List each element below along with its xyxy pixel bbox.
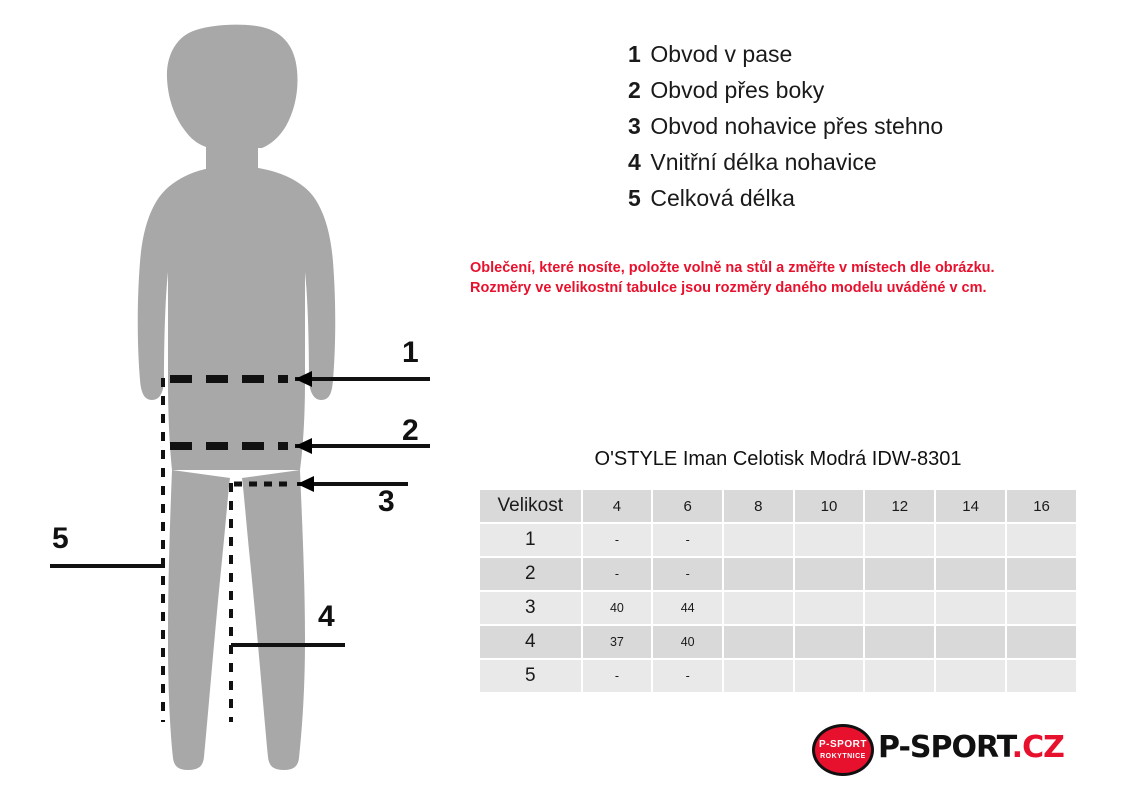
callout-1: 1 [402, 336, 419, 369]
cell: - [653, 660, 722, 692]
cell: - [653, 524, 722, 556]
column-header-3: 10 [795, 490, 864, 522]
legend-label: Celková délka [650, 185, 795, 211]
cell: 40 [653, 626, 722, 658]
table-corner-header: Velikost [480, 490, 581, 522]
table-row [480, 524, 1076, 556]
legend-item [628, 36, 1098, 72]
column-header-0: 4 [583, 490, 652, 522]
callout-5: 5 [52, 522, 69, 555]
cell [724, 524, 793, 556]
cell [795, 558, 864, 590]
logo-badge-line-2: ROKYTNICE [820, 753, 866, 760]
measuring-instructions [470, 258, 1100, 298]
logo-tld: .CZ [1011, 730, 1064, 765]
legend-number: 4 [628, 149, 641, 175]
legend-item [628, 108, 1098, 144]
row-label: 2 [480, 558, 581, 590]
cell: - [653, 558, 722, 590]
column-header-1: 6 [653, 490, 722, 522]
table-header-row [480, 490, 1076, 522]
callout-4: 4 [318, 600, 335, 633]
cell: - [583, 558, 652, 590]
callout-3: 3 [378, 485, 395, 518]
cell [936, 592, 1005, 624]
legend-item [628, 144, 1098, 180]
cell [795, 524, 864, 556]
cell: 37 [583, 626, 652, 658]
cell [936, 558, 1005, 590]
legend-list [628, 36, 1098, 216]
cell [865, 558, 934, 590]
legend-number: 1 [628, 41, 641, 67]
cell [936, 524, 1005, 556]
legend-label: Obvod nohavice přes stehno [650, 113, 944, 139]
column-header-6: 16 [1007, 490, 1076, 522]
cell [936, 660, 1005, 692]
column-header-5: 14 [936, 490, 1005, 522]
row-label: 5 [480, 660, 581, 692]
table-title: O'STYLE Iman Celotisk Modrá IDW-8301 [594, 448, 962, 470]
cell [1007, 626, 1076, 658]
row-label: 4 [480, 626, 581, 658]
cell [795, 626, 864, 658]
logo-name: P-SPORT [878, 730, 1012, 765]
cell [1007, 592, 1076, 624]
logo-badge-line-1: P-SPORT [819, 739, 867, 750]
legend-item [628, 72, 1098, 108]
table-row [480, 592, 1076, 624]
cell: - [583, 660, 652, 692]
cell [724, 626, 793, 658]
cell [865, 660, 934, 692]
legend-number: 2 [628, 77, 641, 103]
legend-number: 5 [628, 185, 641, 211]
legend-label: Obvod přes boky [650, 77, 825, 103]
cell [1007, 524, 1076, 556]
column-header-4: 12 [865, 490, 934, 522]
instruction-line-1: Oblečení, které nosíte, položte volně na stůl a změřte v místech dle obrázku. [470, 260, 995, 276]
cell: - [583, 524, 652, 556]
cell [865, 524, 934, 556]
figure-area [0, 0, 460, 794]
cell [724, 592, 793, 624]
table-row [480, 558, 1076, 590]
cell [724, 660, 793, 692]
legend-label: Vnitřní délka nohavice [650, 149, 877, 175]
cell [865, 626, 934, 658]
legend-number: 3 [628, 113, 641, 139]
cell [936, 626, 1005, 658]
cell [1007, 558, 1076, 590]
row-label: 3 [480, 592, 581, 624]
legend-item [628, 180, 1098, 216]
cell [865, 592, 934, 624]
instruction-line-2: Rozměry ve velikostní tabulce jsou rozměry daného modelu uváděné v cm. [470, 280, 987, 296]
brand-logo [812, 724, 1102, 776]
cell [795, 592, 864, 624]
column-header-2: 8 [724, 490, 793, 522]
table-row [480, 660, 1076, 692]
cell [1007, 660, 1076, 692]
cell: 44 [653, 592, 722, 624]
legend-label: Obvod v pase [650, 41, 793, 67]
table-row [480, 626, 1076, 658]
row-label: 1 [480, 524, 581, 556]
logo-wordmark [878, 730, 1064, 765]
cell [795, 660, 864, 692]
callout-2: 2 [402, 414, 419, 447]
cell: 40 [583, 592, 652, 624]
body-silhouette [0, 0, 460, 794]
cell [724, 558, 793, 590]
logo-badge [812, 724, 874, 776]
size-table [478, 488, 1078, 694]
